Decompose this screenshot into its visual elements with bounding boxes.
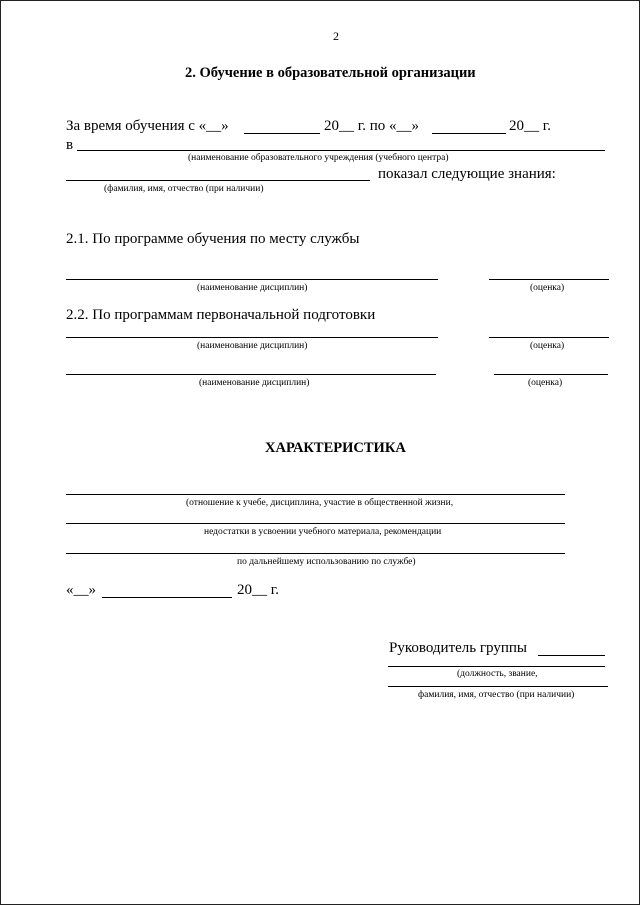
period-year1: 20__ г. по «__»	[324, 118, 419, 134]
institution-caption: (наименование образовательного учреждения (учебного центра)	[188, 153, 449, 163]
section-2-1-heading: 2.1. По программе обучения по месту службы	[66, 231, 360, 247]
section-2-2-heading: 2.2. По программам первоначальной подготовки	[66, 307, 376, 323]
characteristic-title: ХАРАКТЕРИСТИКА	[265, 440, 406, 456]
grade-caption-2-2-a: (оценка)	[530, 341, 565, 351]
characteristic-caption-1: (отношение к учебе, дисциплина, участие в общественной жизни,	[186, 498, 454, 508]
grade-line-2-2-b[interactable]	[494, 374, 608, 375]
characteristic-caption-2: недостатки в усвоении учебного материала, рекомендации	[204, 527, 442, 537]
shown-knowledge-text: показал следующие знания:	[378, 166, 556, 182]
institution-line[interactable]	[77, 150, 605, 151]
date-line[interactable]	[102, 597, 232, 598]
student-name-line[interactable]	[66, 180, 370, 181]
discipline-line-2-2-b[interactable]	[66, 374, 436, 375]
grade-line-2-1[interactable]	[489, 279, 609, 280]
end-date-line[interactable]	[432, 133, 506, 134]
name-caption: фамилия, имя, отчество (при наличии)	[418, 690, 575, 700]
grade-caption-2-1: (оценка)	[530, 283, 565, 293]
position-line[interactable]	[388, 666, 605, 667]
signature-line[interactable]	[538, 655, 605, 656]
characteristic-line-2[interactable]	[66, 523, 565, 524]
institution-prefix: в	[66, 137, 74, 153]
date-prefix: «__»	[66, 582, 96, 598]
discipline-caption-2-2-b: (наименование дисциплин)	[199, 378, 310, 388]
discipline-line-2-2-a[interactable]	[66, 337, 438, 338]
start-date-line[interactable]	[244, 133, 320, 134]
discipline-line-2-1[interactable]	[66, 279, 438, 280]
characteristic-line-1[interactable]	[66, 494, 565, 495]
period-year2: 20__ г.	[509, 118, 551, 134]
group-leader-label: Руководитель группы	[389, 640, 527, 656]
discipline-caption-2-2-a: (наименование дисциплин)	[197, 341, 308, 351]
date-year: 20__ г.	[237, 582, 279, 598]
grade-line-2-2-a[interactable]	[489, 337, 609, 338]
period-prefix: За время обучения с «__»	[66, 118, 229, 134]
grade-caption-2-2-b: (оценка)	[528, 378, 563, 388]
characteristic-line-3[interactable]	[66, 553, 565, 554]
student-caption: (фамилия, имя, отчество (при наличии)	[104, 184, 264, 194]
page-number: 2	[333, 29, 339, 43]
position-caption: (должность, звание,	[457, 669, 538, 679]
section-title: 2. Обучение в образовательной организации	[185, 65, 476, 81]
discipline-caption-2-1: (наименование дисциплин)	[197, 283, 308, 293]
name-line[interactable]	[388, 686, 608, 687]
characteristic-caption-3: по дальнейшему использованию по службе)	[237, 557, 416, 567]
